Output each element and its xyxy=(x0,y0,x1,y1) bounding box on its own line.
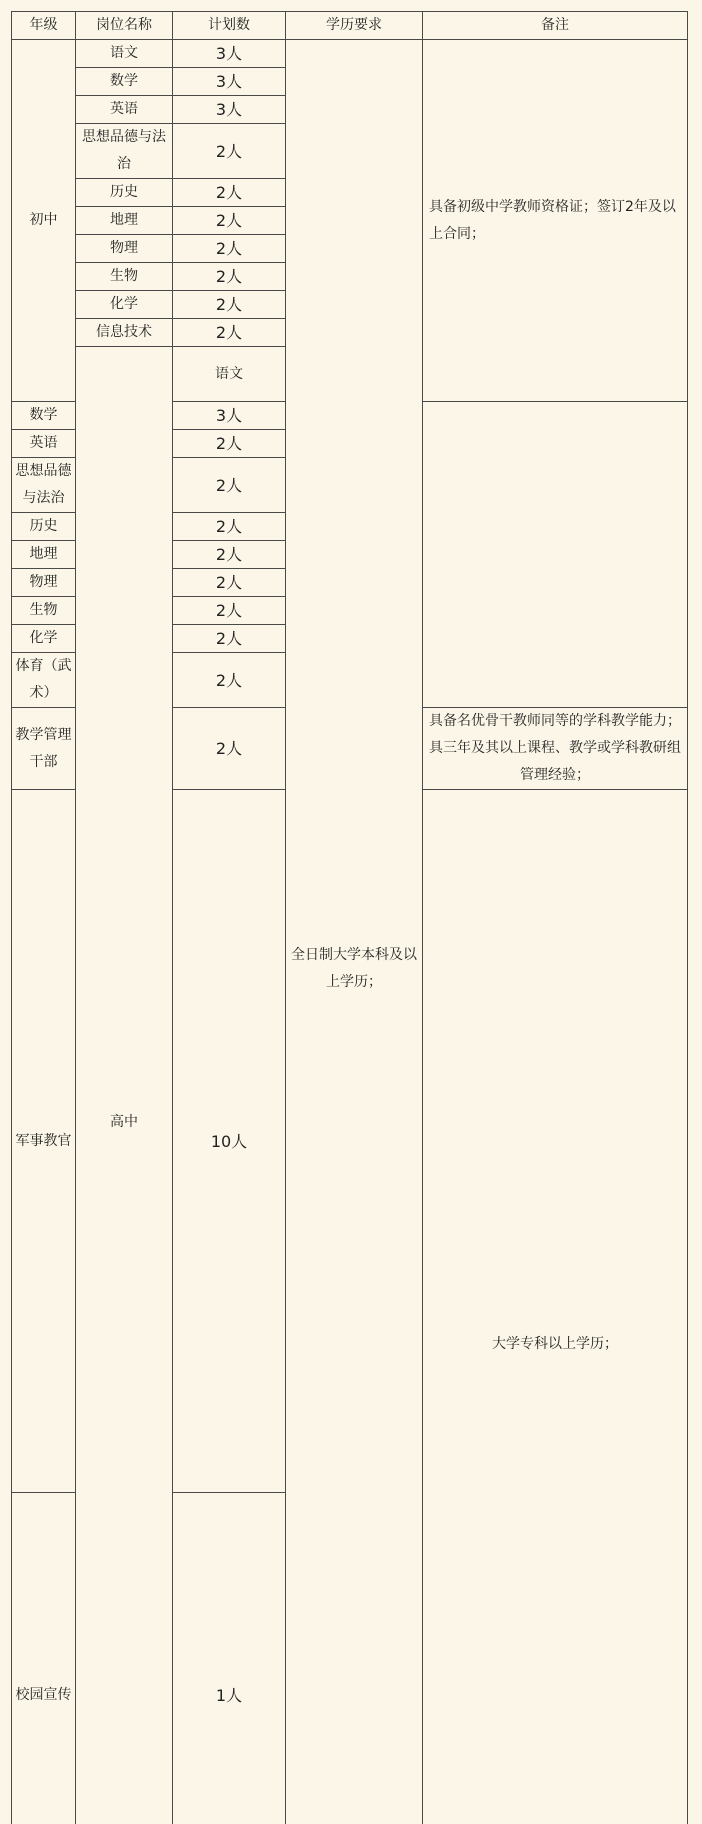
header-education: 学历要求 xyxy=(286,12,423,40)
position-name: 地理 xyxy=(12,541,76,569)
position-count: 2人 xyxy=(173,541,286,569)
position-count: 2人 xyxy=(173,569,286,597)
position-name: 历史 xyxy=(12,513,76,541)
position-count: 3人 xyxy=(173,68,286,96)
header-count: 计划数 xyxy=(173,12,286,40)
position-name: 军事教官 xyxy=(12,790,76,1493)
position-name: 思想品德与法治 xyxy=(76,124,173,179)
position-count: 2人 xyxy=(173,430,286,458)
remark-manager: 具备名优骨干教师同等的学科教学能力；具三年及其以上课程、教学或学科教研组管理经验； xyxy=(423,708,688,790)
position-count: 3人 xyxy=(173,96,286,124)
position-name: 化学 xyxy=(12,625,76,653)
position-name: 体育（武术） xyxy=(12,653,76,708)
position-name: 数学 xyxy=(12,402,76,430)
position-name: 生物 xyxy=(12,597,76,625)
position-count: 10人 xyxy=(173,790,286,1493)
position-name: 语文 xyxy=(76,40,173,68)
education-college: 大学专科以上学历； xyxy=(423,790,688,1824)
position-count: 2人 xyxy=(173,625,286,653)
position-count: 2人 xyxy=(173,597,286,625)
position-name: 化学 xyxy=(76,291,173,319)
position-name: 地理 xyxy=(76,207,173,235)
position-name: 思想品德与法治 xyxy=(12,458,76,513)
position-name: 校园宣传 xyxy=(12,1493,76,1824)
position-count: 2人 xyxy=(173,179,286,207)
recruitment-table xyxy=(11,11,688,1824)
position-name: 语文 xyxy=(173,347,286,402)
position-count: 2人 xyxy=(173,708,286,790)
position-name: 英语 xyxy=(12,430,76,458)
remark-junior: 具备初级中学教师资格证；签订2年及以上合同； xyxy=(423,40,688,402)
position-count: 2人 xyxy=(173,207,286,235)
position-name: 英语 xyxy=(76,96,173,124)
position-count: 2人 xyxy=(173,458,286,513)
position-name: 信息技术 xyxy=(76,319,173,347)
grade-junior: 初中 xyxy=(12,40,76,402)
position-count: 2人 xyxy=(173,235,286,263)
position-count: 1人 xyxy=(173,1493,286,1824)
position-count: 2人 xyxy=(173,124,286,179)
position-name: 物理 xyxy=(12,569,76,597)
position-count: 2人 xyxy=(173,653,286,708)
education-fulltime: 全日制大学本科及以上学历； xyxy=(286,40,423,1824)
position-name: 数学 xyxy=(76,68,173,96)
position-count: 3人 xyxy=(173,40,286,68)
grade-senior: 高中 xyxy=(76,347,173,1824)
position-name: 生物 xyxy=(76,263,173,291)
position-name: 物理 xyxy=(76,235,173,263)
position-count: 2人 xyxy=(173,513,286,541)
table-row xyxy=(12,40,688,68)
position-count: 2人 xyxy=(173,319,286,347)
header-position: 岗位名称 xyxy=(76,12,173,40)
position-count: 2人 xyxy=(173,291,286,319)
header-grade: 年级 xyxy=(12,12,76,40)
position-name: 历史 xyxy=(76,179,173,207)
header-remarks: 备注 xyxy=(423,12,688,40)
position-count: 3人 xyxy=(173,402,286,430)
position-count: 2人 xyxy=(173,263,286,291)
header-row xyxy=(12,12,688,40)
position-name: 教学管理干部 xyxy=(12,708,76,790)
